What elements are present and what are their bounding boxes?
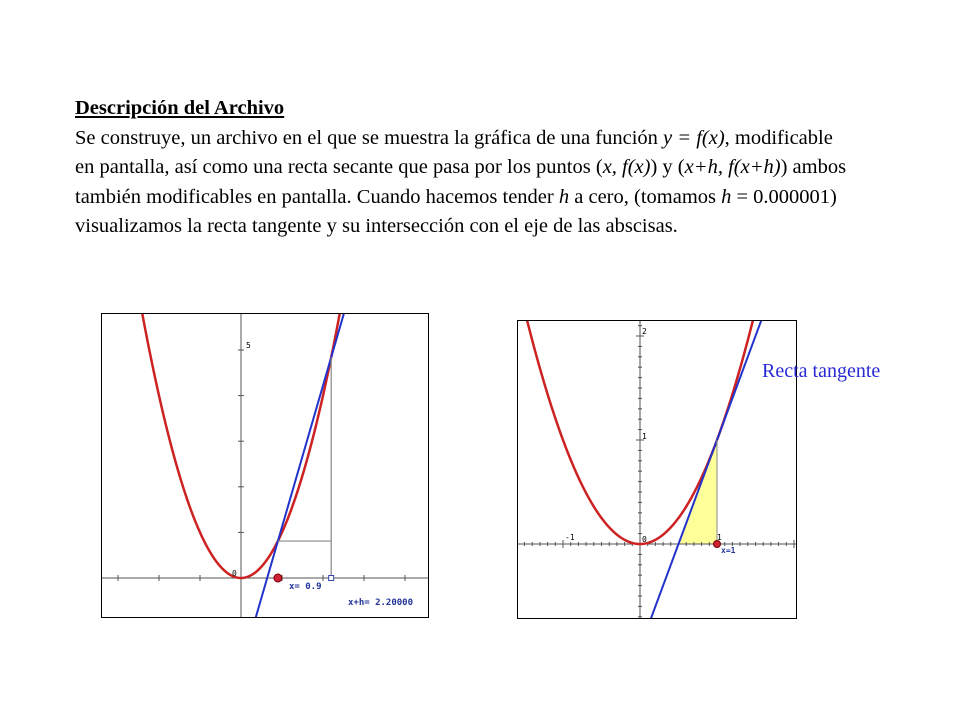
description-title: Descripción del Archivo [75, 97, 285, 119]
tangent-line-label: Recta tangente [762, 360, 881, 382]
right-x-tick-label-1: 1 [717, 533, 722, 542]
left-y-tick-label: 5 [246, 341, 251, 350]
right-y-tick-label-2: 2 [642, 327, 647, 336]
point-x [274, 574, 282, 582]
right-y-tick-label-1: 1 [642, 432, 647, 441]
tangent-x-label: x=1 [721, 546, 736, 555]
x-value-label: x= 0.9 [289, 582, 322, 592]
tangent-graph [517, 320, 797, 619]
secant-graph-canvas [102, 314, 428, 617]
file-description [75, 94, 855, 242]
point-x-plus-h [329, 576, 334, 581]
right-axes [518, 321, 796, 618]
secant-line [254, 314, 360, 617]
secant-graph [101, 313, 429, 618]
right-origin-label: 0 [642, 535, 647, 544]
tangent-graph-canvas [518, 321, 796, 618]
description-text: Se construye, un archivo en el que se muestra la gráfica de una función y = f(x), modificable en pantalla, así como una recta secante que pasa por los puntos (x, f(x)) y (x+h, f(x+h)) ambos también modificables en pantalla. Cuando hacemos tender h a cero, (tomamos h = 0.000001) visualizamos la recta tangente y su intersección con el eje de las abscisas. [75, 126, 847, 238]
left-origin-label: 0 [232, 569, 237, 578]
x-plus-h-value-label: x+h= 2.20000 [348, 598, 414, 608]
right-x-tick-label-neg1: -1 [565, 533, 575, 542]
